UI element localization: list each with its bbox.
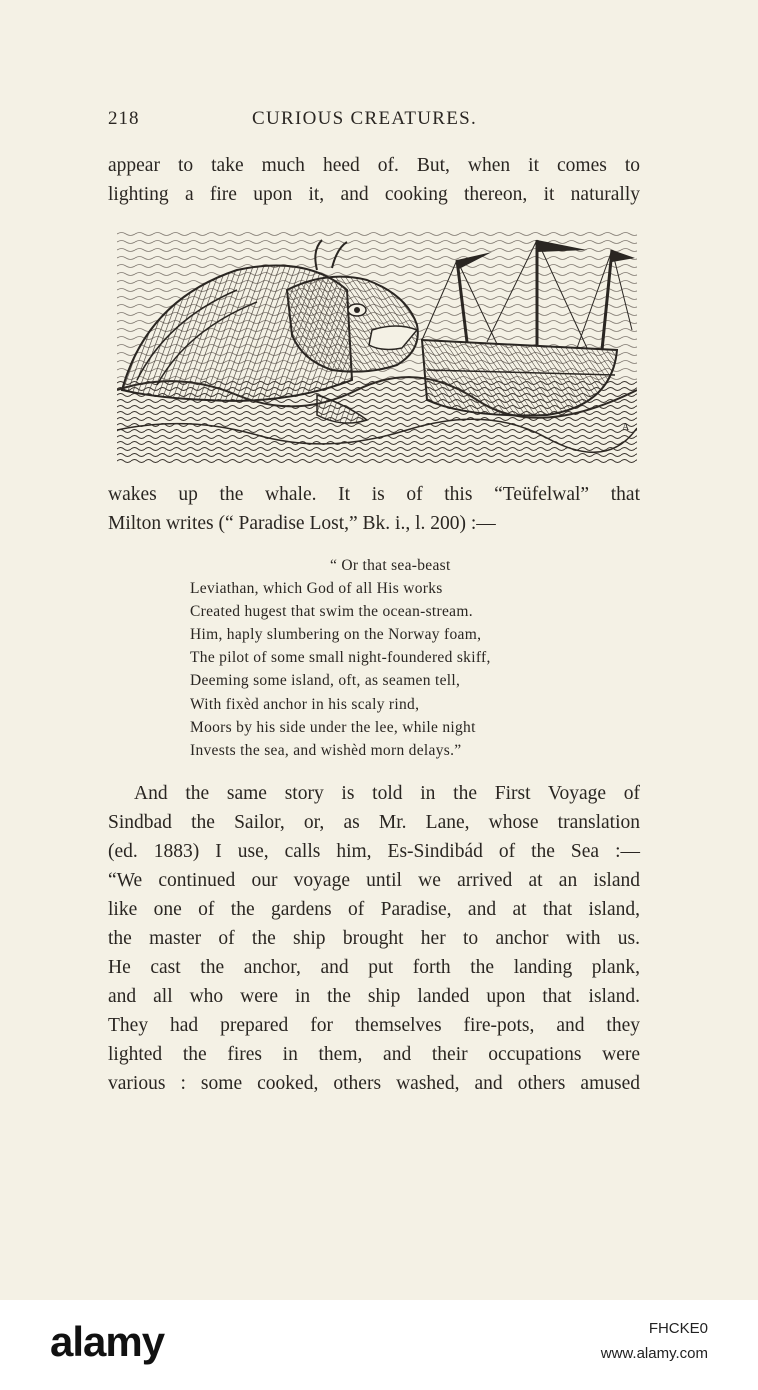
verse-line: Created hugest that swim the ocean-stream. (190, 603, 473, 621)
text-line: lighted the fires in them, and their occupations were (108, 1044, 640, 1065)
engraver-signature: A (622, 422, 630, 433)
text-line: (ed. 1883) I use, calls him, Es-Sindibád of the Sea :— (108, 841, 640, 862)
alamy-logo: alamy (50, 1318, 165, 1365)
text-line: Milton writes (“ Paradise Lost,” Bk. i., l. 200) :— (108, 513, 496, 534)
paragraph-teufelwal (108, 480, 640, 538)
text-line: appear to take much heed of. But, when it comes to (108, 155, 640, 176)
text-line: They had prepared for themselves fire-pots, and they (108, 1015, 640, 1036)
verse-line: Invests the sea, and wishèd morn delays.” (190, 741, 462, 759)
stock-url: www.alamy.com (600, 1345, 708, 1362)
verse-line: “ Or that sea-beast (330, 557, 451, 574)
verse-line: Him, haply slumbering on the Norway foam, (190, 626, 482, 644)
text-line: lighting a fire upon it, and cooking thereon, it naturally (108, 184, 640, 205)
paragraph-sindbad (108, 779, 640, 1098)
text-line: He cast the anchor, and put forth the landing plank, (108, 957, 640, 978)
text-line: “We continued our voyage until we arrived at an island (108, 870, 640, 891)
whale-and-ship-engraving-icon (117, 230, 637, 470)
verse-line: Leviathan, which God of all His works (190, 580, 443, 598)
text-line: Sindbad the Sailor, or, as Mr. Lane, whose translation (108, 812, 640, 833)
verse-line: With fixèd anchor in his scaly rind, (190, 695, 420, 713)
verse-line: Deeming some island, oft, as seamen tell, (190, 672, 461, 690)
page-header (108, 108, 640, 134)
text-line: like one of the gardens of Paradise, and at that island, (108, 899, 640, 920)
text-line: wakes up the whale. It is of this “Teüfelwal” that (108, 484, 640, 505)
page-number: 218 (108, 108, 140, 129)
stock-image-id: FHCKE0 (648, 1320, 708, 1337)
text-line: various : some cooked, others washed, and others amused (108, 1073, 640, 1094)
verse-line: Moors by his side under the lee, while night (190, 718, 476, 736)
paragraph-before-illustration (108, 151, 640, 209)
text-line: And the same story is told in the First Voyage of (134, 783, 640, 804)
running-title: CURIOUS CREATURES. (252, 108, 478, 129)
text-line: and all who were in the ship landed upon that island. (108, 986, 640, 1007)
text-line: the master of the ship brought her to anchor with us. (108, 928, 640, 949)
milton-verse-quote (190, 554, 590, 762)
verse-line: The pilot of some small night-foundered skiff, (190, 649, 491, 667)
